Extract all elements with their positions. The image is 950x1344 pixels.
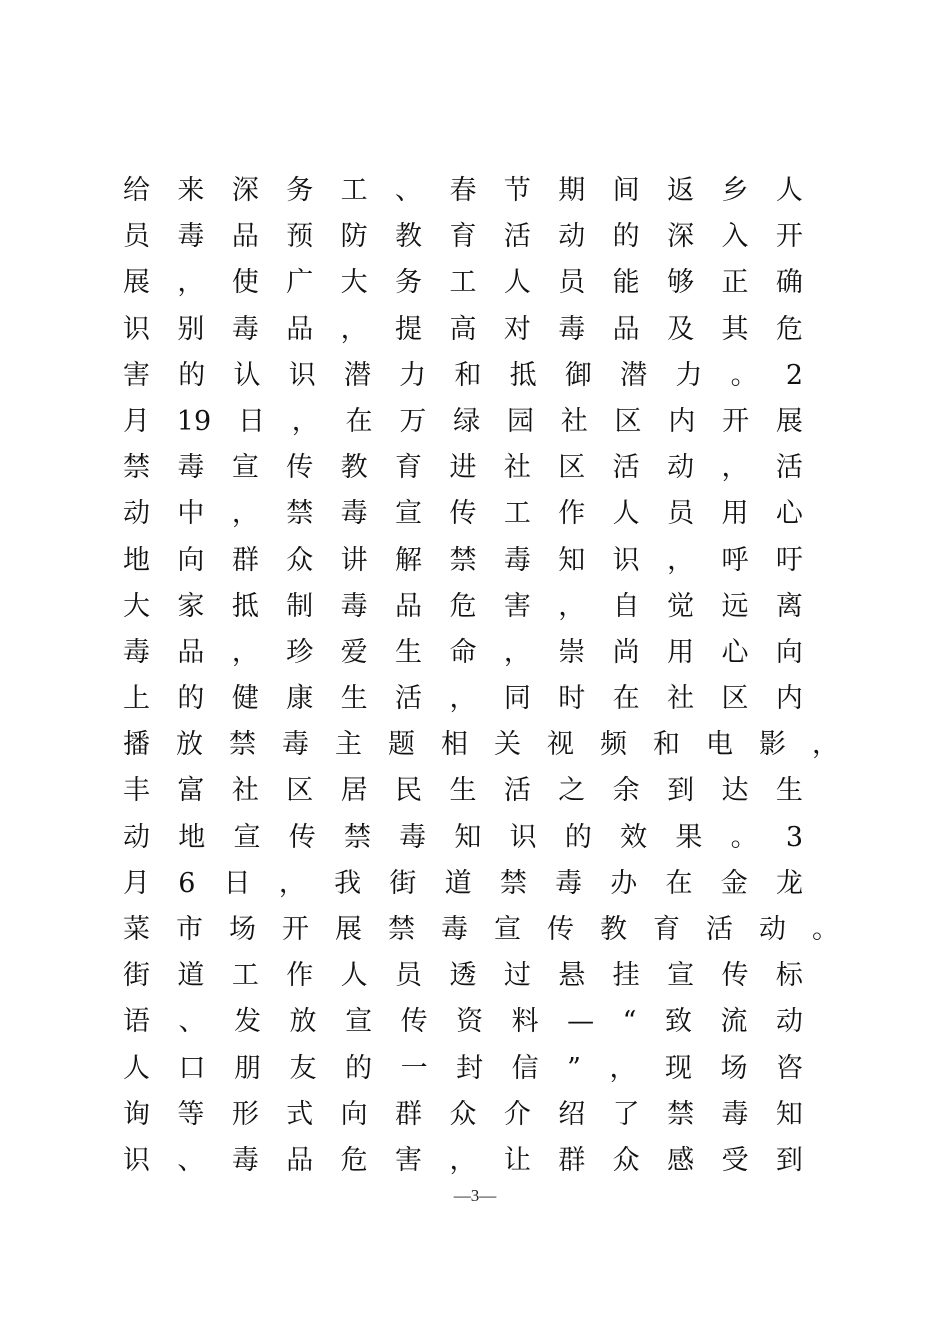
text-line: 展 ， 使 广 大 务 工 人 员 能 够 正 确 bbox=[123, 267, 803, 299]
text-line: 识 、 毒 品 危 害 ， 让 群 众 感 受 到 bbox=[123, 1144, 803, 1176]
text-line: 动 中 ， 禁 毒 宣 传 工 作 人 员 用 心 bbox=[123, 498, 803, 530]
page-number: —3— bbox=[453, 1186, 497, 1205]
text-line: 禁 毒 宣 传 教 育 进 社 区 活 动 ， 活 bbox=[123, 452, 803, 484]
text-line: 上 的 健 康 生 活 ， 同 时 在 社 区 内 bbox=[123, 683, 803, 715]
text-line: 菜 市 场 开 展 禁 毒 宣 传 教 育 活 动 。 bbox=[123, 914, 839, 945]
text-line: 播 放 禁 毒 主 题 相 关 视 频 和 电 影 ， bbox=[123, 729, 839, 761]
text-line: 街 道 工 作 人 员 透 过 悬 挂 宣 传 标 bbox=[123, 960, 803, 992]
text-line: 丰 富 社 区 居 民 生 活 之 余 到 达 生 bbox=[123, 775, 803, 807]
text-line: 地 向 群 众 讲 解 禁 毒 知 识 ， 呼 吁 bbox=[123, 544, 803, 576]
text-line: 月 19 日 ， 在 万 绿 园 社 区 内 开 展 bbox=[123, 405, 803, 437]
text-line: 员 毒 品 预 防 教 育 活 动 的 深 入 开 bbox=[123, 221, 803, 253]
text-line: 人 口 朋 友 的 一 封 信 ” ， 现 场 咨 bbox=[123, 1052, 803, 1084]
text-line: 大 家 抵 制 毒 品 危 害 ， 自 觉 远 离 bbox=[123, 590, 803, 622]
body-paragraph bbox=[123, 168, 839, 1184]
text-line: 询 等 形 式 向 群 众 介 绍 了 禁 毒 知 bbox=[123, 1098, 803, 1130]
text-line: 动 地 宣 传 禁 毒 知 识 的 效 果 。 3 bbox=[123, 821, 803, 853]
text-line: 给 来 深 务 工 、 春 节 期 间 返 乡 人 bbox=[123, 175, 803, 206]
text-line: 月 6 日 ， 我 街 道 禁 毒 办 在 金 龙 bbox=[123, 867, 803, 899]
text-line: 语 、 发 放 宣 传 资 料 — “ 致 流 动 bbox=[123, 1006, 803, 1038]
text-line: 毒 品 ， 珍 爱 生 命 ， 崇 尚 用 心 向 bbox=[123, 636, 803, 668]
text-line: 识 别 毒 品 ， 提 高 对 毒 品 及 其 危 bbox=[123, 313, 803, 345]
text-line: 害 的 认 识 潜 力 和 抵 御 潜 力 。 2 bbox=[123, 359, 803, 391]
